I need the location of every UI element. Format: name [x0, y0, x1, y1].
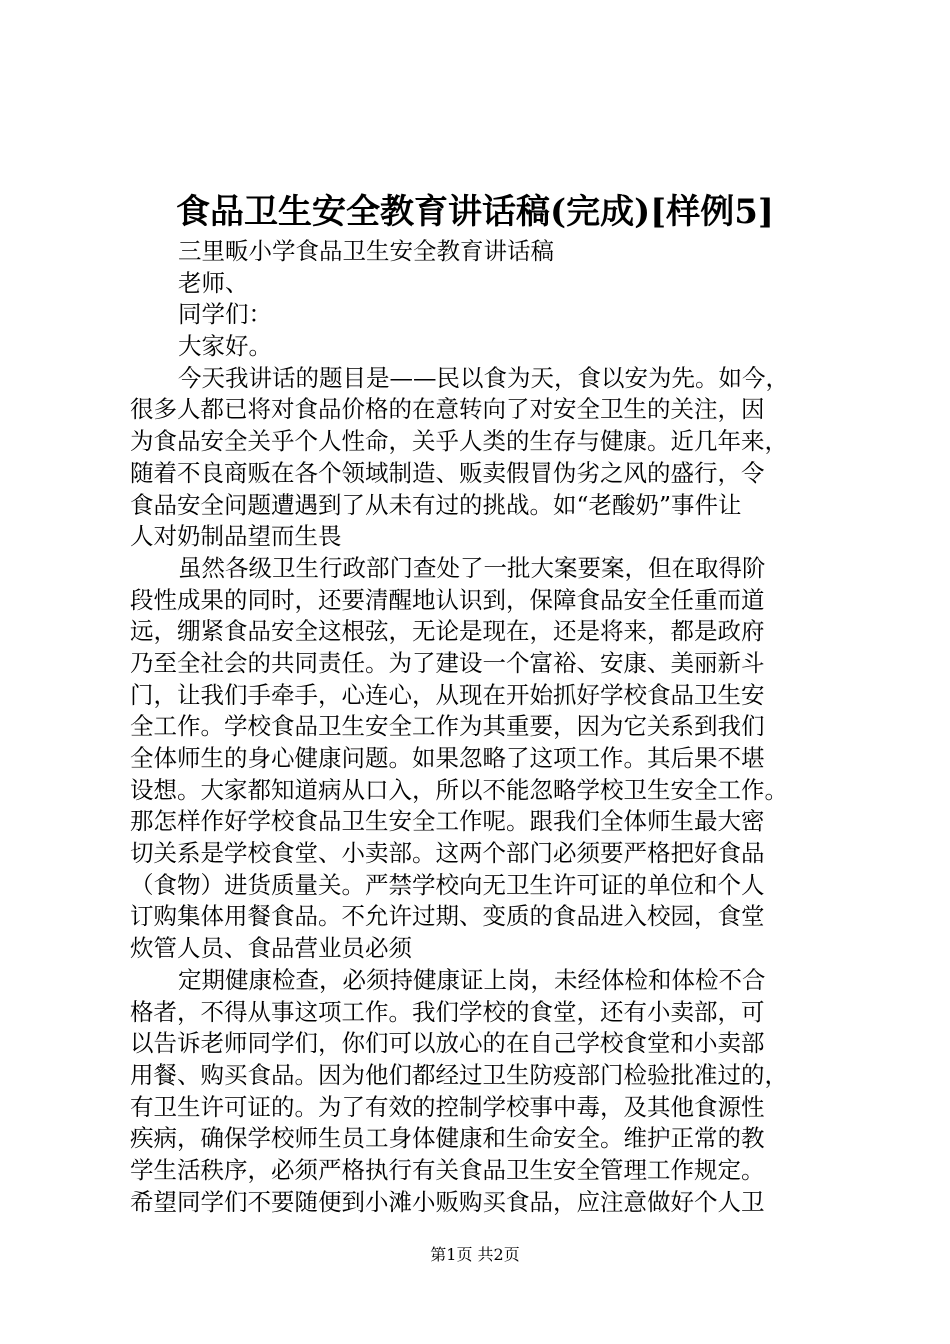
document-title: 食品卫生安全教育讲话稿(完成)[样例5]: [175, 192, 774, 232]
page-footer: 第1页 共2页: [430, 1245, 520, 1264]
text-line: 今天我讲话的题目是——民以食为天，食以安为先。如今，: [178, 363, 789, 392]
text-line: 订购集体用餐食品。不允许过期、变质的食品进入校园，食堂: [130, 902, 765, 931]
text-line: 有卫生许可证的。为了有效的控制学校事中毒，及其他食源性: [130, 1092, 765, 1121]
text-line: 以告诉老师同学们，你们可以放心的在自己学校食堂和小卖部: [130, 1029, 765, 1058]
text-line: 大家好。: [178, 332, 272, 361]
text-line: 随着不良商贩在各个领域制造、贩卖假冒伪劣之风的盛行，令: [130, 458, 765, 487]
text-line: 全工作。学校食品卫生安全工作为其重要，因为它关系到我们: [130, 712, 765, 741]
text-line: 切关系是学校食堂、小卖部。这两个部门必须要严格把好食品: [130, 839, 765, 868]
text-line: 用餐、购买食品。因为他们都经过卫生防疫部门检验批准过的，: [130, 1060, 788, 1089]
text-line: 门，让我们手牵手，心连心，从现在开始抓好学校食品卫生安: [130, 680, 765, 709]
text-line: 虽然各级卫生行政部门查处了一批大案要案，但在取得阶: [178, 553, 766, 582]
text-line: 段性成果的同时，还要清醒地认识到，保障食品安全任重而道: [130, 585, 765, 614]
text-line: 定期健康检查，必须持健康证上岗，未经体检和体检不合: [178, 965, 766, 994]
text-line: 炊管人员、食品营业员必须: [130, 934, 412, 963]
text-line: 格者，不得从事这项工作。我们学校的食堂，还有小卖部，可: [130, 997, 765, 1026]
text-line: 远，绷紧食品安全这根弦，无论是现在，还是将来，都是政府: [130, 617, 765, 646]
text-line: 学生活秩序，必须严格执行有关食品卫生安全管理工作规定。: [130, 1155, 765, 1184]
text-line: 食品安全问题遭遇到了从未有过的挑战。如“老酸奶”事件让: [130, 490, 742, 519]
text-line: 很多人都已将对食品价格的在意转向了对安全卫生的关注，因: [130, 395, 765, 424]
text-line: 三里畈小学食品卫生安全教育讲话稿: [178, 237, 554, 265]
text-line: 老师、: [178, 268, 249, 297]
text-line: 设想。大家都知道病从口入，所以不能忽略学校卫生安全工作。: [130, 775, 788, 804]
text-line: 为食品安全关乎个人性命，关乎人类的生存与健康。近几年来，: [130, 427, 788, 456]
text-line: 希望同学们不要随便到小滩小贩购买食品，应注意做好个人卫: [130, 1187, 765, 1216]
text-line: 疾病，确保学校师生员工身体健康和生命安全。维护正常的教: [130, 1124, 765, 1153]
text-line: （食物）进货质量关。严禁学校向无卫生许可证的单位和个人: [130, 870, 765, 899]
text-line: 人对奶制品望而生畏: [130, 522, 342, 551]
text-line: 那怎样作好学校食品卫生安全工作呢。跟我们全体师生最大密: [130, 807, 765, 836]
text-line: 乃至全社会的共同责任。为了建设一个富裕、安康、美丽新斗: [130, 648, 765, 677]
document-body: [130, 236, 830, 1218]
text-line: 同学们：: [178, 300, 272, 329]
text-line: 全体师生的身心健康问题。如果忽略了这项工作。其后果不堪: [130, 744, 765, 772]
